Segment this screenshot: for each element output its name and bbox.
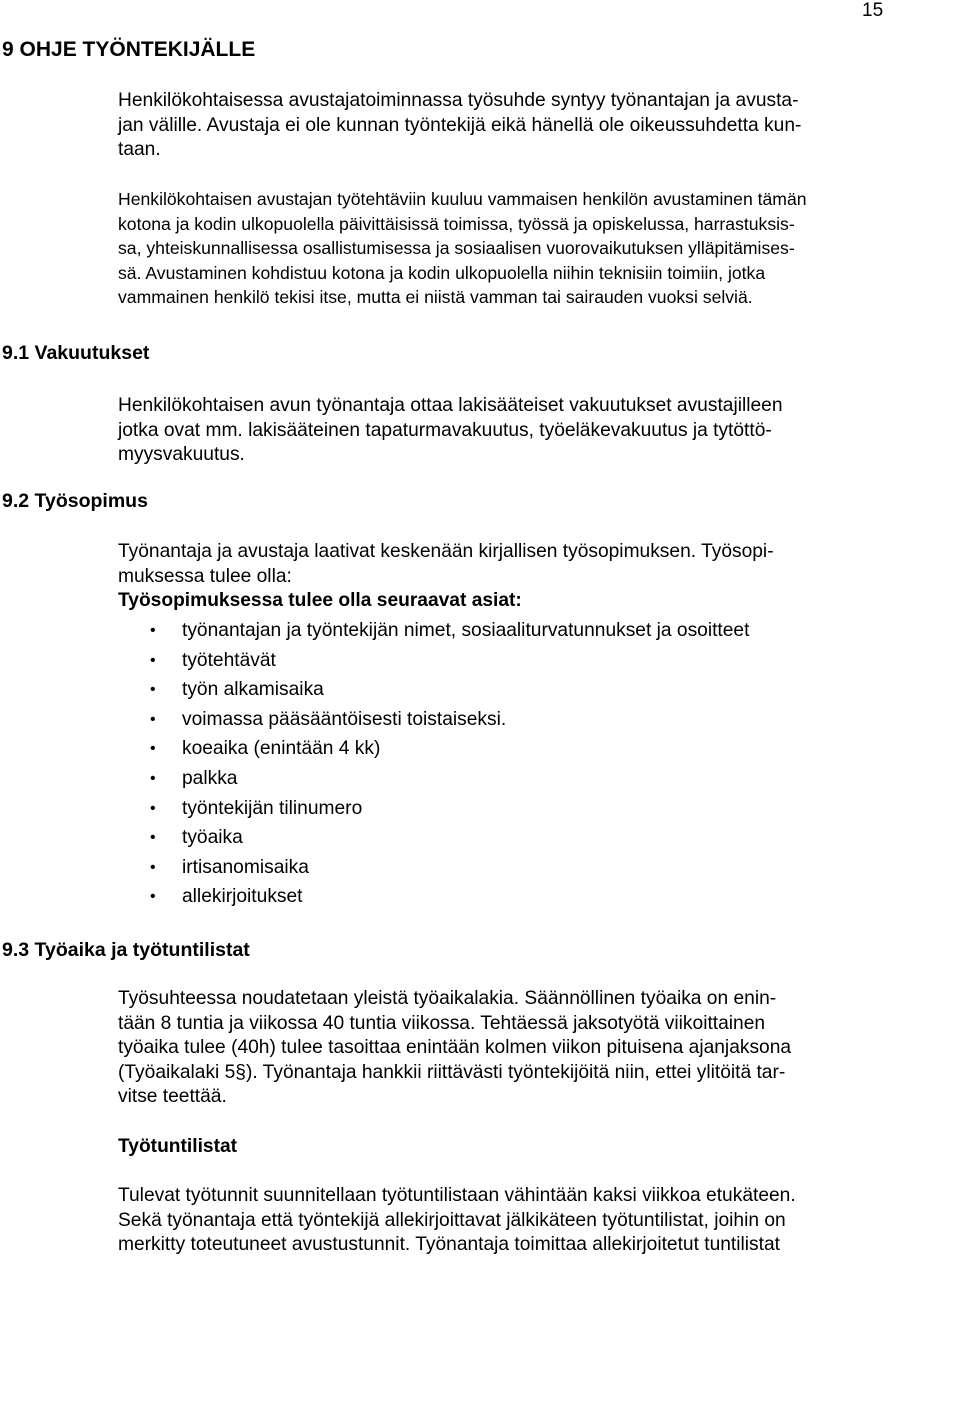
text-line: vammainen henkilö tekisi itse, mutta ei niistä vamman tai sairauden vuoksi selviä. <box>118 287 753 307</box>
list-item-text: allekirjoitukset <box>182 886 303 908</box>
list-item-text: työnantajan ja työntekijän nimet, sosiaaliturvatunnukset ja osoitteet <box>182 620 750 641</box>
page-number: 15 <box>862 0 884 21</box>
bullet-icon: • <box>150 888 156 906</box>
bullet-icon: • <box>150 858 156 876</box>
list-item <box>118 882 749 912</box>
list-item-text: voimassa pääsääntöisesti toistaiseksi. <box>182 708 507 730</box>
list-item <box>118 705 749 735</box>
text-line: Sekä työnantaja että työntekijä allekirjoittavat jälkikäteen työtuntilistat, joihin on <box>118 1209 786 1231</box>
text-line: Henkilökohtaisen avustajan työtehtäviin kuuluu vammaisen henkilön avustaminen tämän <box>118 189 807 209</box>
text-line: myysvakuutus. <box>118 444 245 465</box>
list-item-text: koeaika (enintään 4 kk) <box>182 738 381 760</box>
list-item <box>118 616 749 646</box>
text-line: (Työaikalaki 5§). Työnantaja hankkii riittävästi työntekijöitä niin, ettei ylitöitä tar- <box>118 1061 786 1083</box>
list-item <box>118 823 749 853</box>
bullet-icon: • <box>150 829 156 847</box>
text-line: Henkilökohtaisen avun työnantaja ottaa lakisääteiset vakuutukset avustajilleen <box>118 395 783 416</box>
bullet-icon: • <box>150 622 156 639</box>
paragraph-9-2-1 <box>118 540 878 614</box>
text-line: Työsuhteessa noudatetaan yleistä työaikalakia. Säännöllinen työaika on enin- <box>118 988 777 1009</box>
subheading-tyotuntilistat: Työtuntilistat <box>118 1136 238 1157</box>
text-line: työaika tulee (40h) tulee tasoittaa enintään kolmen viikon pituisena ajanjaksona <box>118 1037 792 1058</box>
list-item <box>118 794 749 824</box>
paragraph-9-2 <box>118 187 878 310</box>
list-item-text: palkka <box>182 767 238 789</box>
bullet-icon: • <box>150 681 156 699</box>
bullet-icon: • <box>150 740 156 758</box>
text-line: sä. Avustaminen kohdistuu kotona ja kodin ulkopuolella niihin teknisiin toimiin, jotka <box>118 262 766 283</box>
bullet-icon: • <box>150 799 156 817</box>
heading-9-3: 9.3 Työaika ja työtuntilistat <box>2 939 250 961</box>
list-item <box>118 734 749 764</box>
text-line: jotka ovat mm. lakisääteinen tapaturmavakuutus, työeläkevakuutus ja tytöttö- <box>118 419 772 441</box>
text-line: vitse teettää. <box>118 1086 227 1107</box>
paragraph-9-3-1 <box>118 987 878 1110</box>
paragraph-9-1-1 <box>118 394 878 468</box>
list-item-text: työaika <box>182 827 243 849</box>
text-line: Työnantaja ja avustaja laativat keskenään kirjallisen työsopimuksen. Työsopi- <box>118 541 774 562</box>
bullet-icon: • <box>150 710 156 728</box>
list-item-text: irtisanomisaika <box>182 856 309 878</box>
list-item <box>118 853 749 883</box>
list-item <box>118 675 749 705</box>
requirements-list <box>118 616 749 912</box>
heading-9-2: 9.2 Työsopimus <box>2 490 148 512</box>
text-line: kotona ja kodin ulkopuolella päivittäisissä toimissa, työssä ja opiskelussa, harrastuksis- <box>118 213 795 234</box>
text-line: jan välille. Avustaja ei ole kunnan työntekijä eikä hänellä ole oikeussuhdetta kun- <box>118 114 802 136</box>
text-line: tään 8 tuntia ja viikossa 40 tuntia viikossa. Tehtäessä jaksotyötä viikoittainen <box>118 1012 766 1034</box>
list-item <box>118 764 749 794</box>
paragraph-9-3-2 <box>118 1184 878 1258</box>
heading-9: 9 OHJE TYÖNTEKIJÄLLE <box>2 38 256 61</box>
text-line: sa, yhteiskunnallisessa osallistumisessa ja sosiaalisen vuorovaikutuksen ylläpitämises- <box>118 238 795 258</box>
paragraph-9-1 <box>118 89 878 163</box>
text-line: taan. <box>118 139 161 160</box>
text-line: Henkilökohtaisessa avustajatoiminnassa työsuhde syntyy työnantajan ja avusta- <box>118 90 799 111</box>
bullet-icon: • <box>150 651 156 669</box>
list-item-text: työn alkamisaika <box>182 679 324 701</box>
heading-9-1: 9.1 Vakuutukset <box>2 342 150 364</box>
list-heading: Työsopimuksessa tulee olla seuraavat asiat: <box>118 590 522 611</box>
text-line: Tulevat työtunnit suunnitellaan työtuntilistaan vähintään kaksi viikkoa etukäteen. <box>118 1185 796 1206</box>
list-item-text: työntekijän tilinumero <box>182 797 363 819</box>
bullet-icon: • <box>150 769 156 787</box>
text-line: muksessa tulee olla: <box>118 565 292 587</box>
list-item <box>118 646 749 676</box>
text-line: merkitty toteutuneet avustustunnit. Työnantaja toimittaa allekirjoitetut tuntilistat <box>118 1234 780 1255</box>
list-item-text: työtehtävät <box>182 649 276 671</box>
